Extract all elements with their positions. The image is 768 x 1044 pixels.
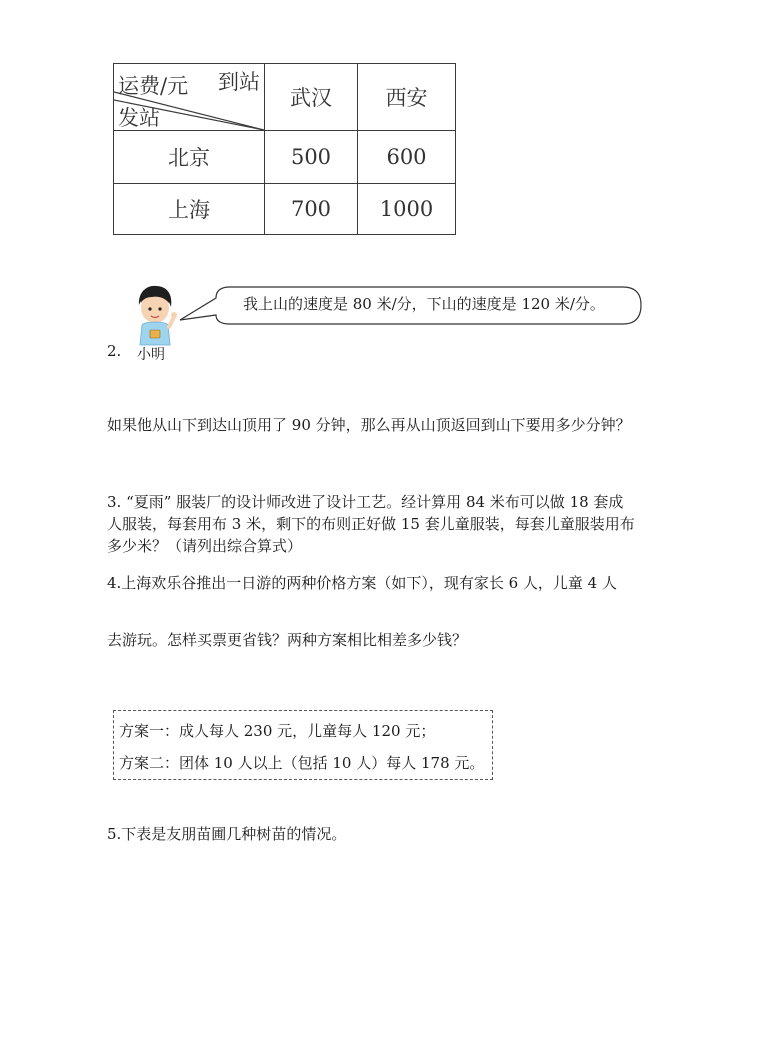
corner-label-freight: 运费/元 [118, 74, 189, 98]
q3-line-2: 人服装，每套用布 3 米，剩下的布则正好做 15 套儿童服装，每套儿童服装用布 [107, 515, 635, 533]
q3-line-1: 3. “夏雨” 服装厂的设计师改进了设计工艺。经计算用 84 米布可以做 18 套成 [107, 493, 624, 511]
q4-line-2: 去游玩。怎样买票更省钱？两种方案相比相差多少钱？ [107, 631, 468, 649]
table-row-shanghai [114, 184, 456, 235]
q4-line-1: 4.上海欢乐谷推出一日游的两种价格方案（如下），现有家长 6 人，儿童 4 人 [107, 574, 617, 592]
q2-question: 如果他从山下到达山顶用了 90 分钟，那么再从山顶返回到山下要用多少分钟？ [107, 416, 631, 434]
speech-bubble-text: 我上山的速度是 80 米/分，下山的速度是 120 米/分。 [243, 295, 605, 313]
table-corner-cell [114, 64, 265, 131]
table-row-beijing [114, 131, 456, 184]
q5-text: 5.下表是友朋苗圃几种树苗的情况。 [107, 825, 347, 843]
price-plans-box [113, 710, 493, 780]
row-header-shanghai: 上海 [114, 184, 265, 235]
cell-shanghai-xian: 1000 [358, 184, 456, 235]
q3-line-3: 多少米？（请列出综合算式） [107, 537, 303, 555]
table-header-row [114, 64, 456, 131]
freight-table [113, 63, 456, 235]
cell-shanghai-wuhan: 700 [265, 184, 358, 235]
row-header-beijing: 北京 [114, 131, 265, 184]
corner-label-departure: 发站 [118, 106, 160, 130]
column-header-xian: 西安 [358, 64, 456, 131]
character-name: 小明 [137, 347, 165, 363]
cell-beijing-wuhan: 500 [265, 131, 358, 184]
plan-one: 方案一：成人每人 230 元，儿童每人 120 元； [119, 722, 436, 740]
column-header-wuhan: 武汉 [265, 64, 358, 131]
corner-label-arrival: 到站 [218, 70, 260, 94]
plan-two: 方案二：团体 10 人以上（包括 10 人）每人 178 元。 [119, 754, 485, 772]
boy-character-illustration [130, 283, 180, 351]
q2-number: 2. [107, 342, 122, 360]
cell-beijing-xian: 600 [358, 131, 456, 184]
